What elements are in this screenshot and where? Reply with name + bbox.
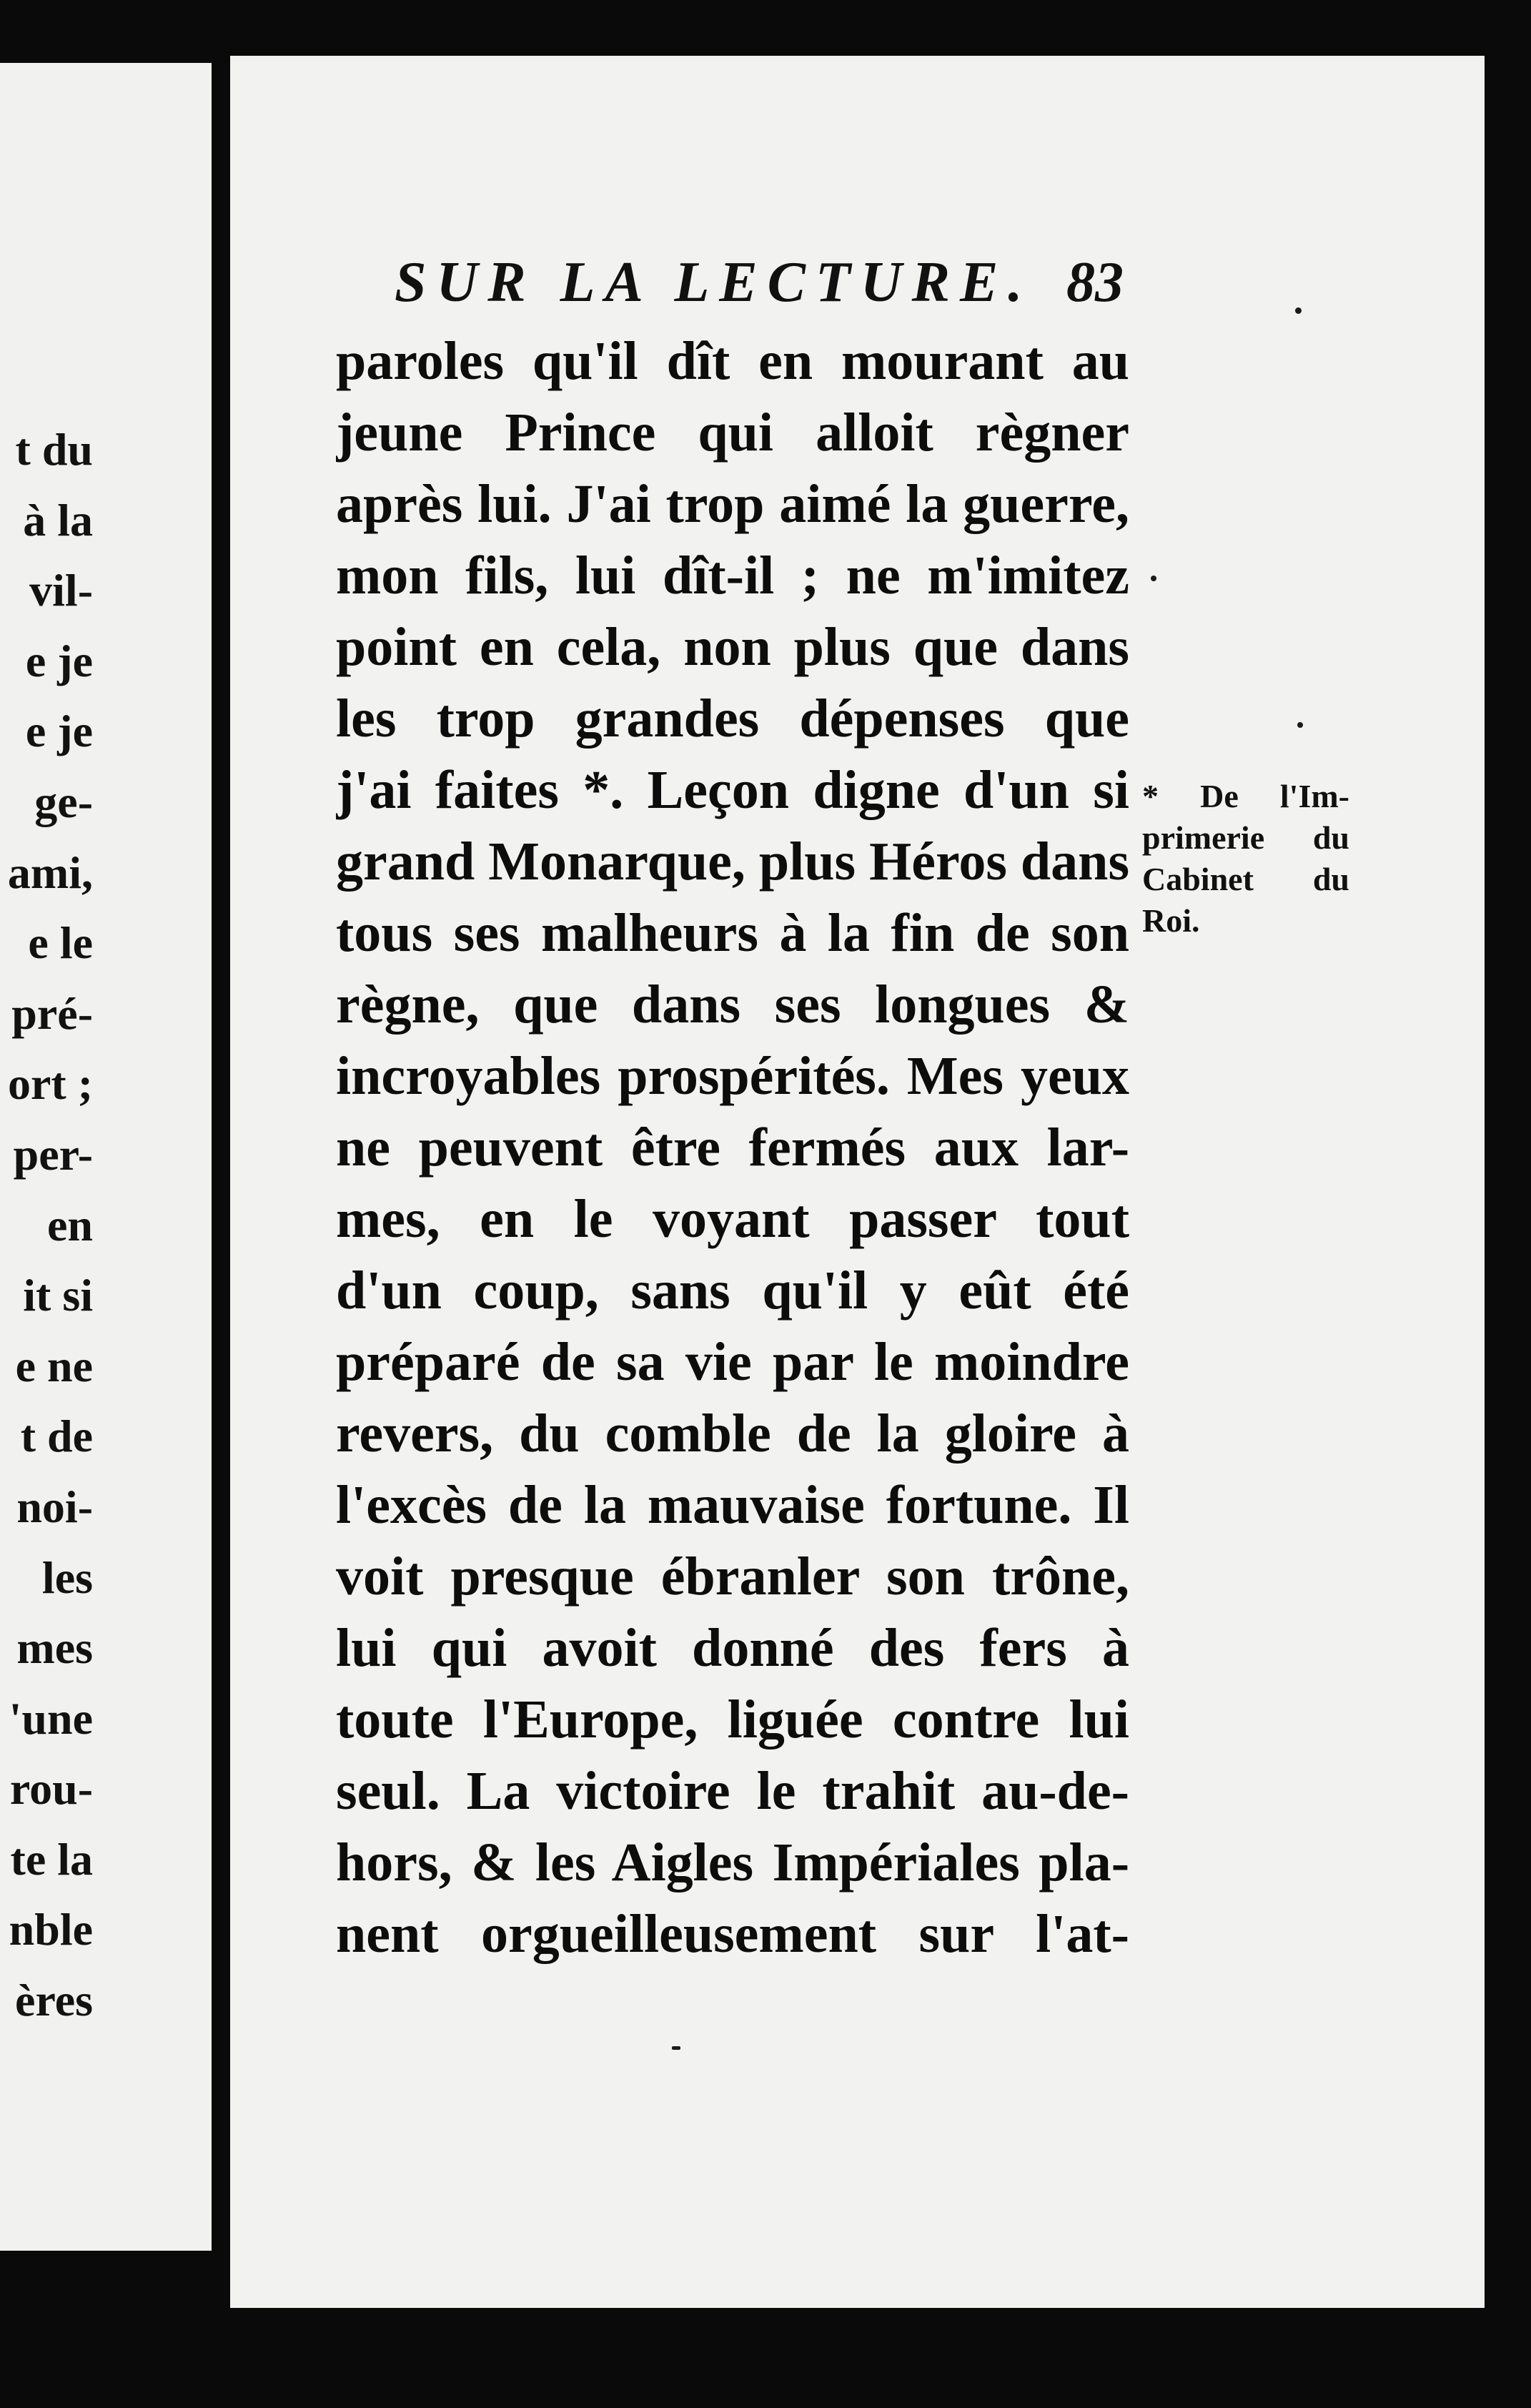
body-text: [336, 325, 1129, 1970]
left-line: ami,: [7, 847, 93, 898]
left-page-text: [0, 415, 93, 2036]
text-line: ne peuvent être fermés aux lar-: [336, 1117, 1129, 1178]
text-line: hors, & les Aigles Impériales pla-: [336, 1832, 1129, 1893]
left-line: t du: [15, 424, 93, 475]
marginal-note-line: * De l'Im-: [1142, 778, 1349, 814]
text-line: préparé de sa vie par le moindre: [336, 1332, 1129, 1392]
text-line: l'excès de la mauvaise fortune. Il: [336, 1475, 1129, 1535]
text-line: les trop grandes dépenses que: [336, 689, 1129, 749]
text-line: revers, du comble de la gloire à: [336, 1403, 1129, 1464]
text-line: j'ai faites *. Leçon digne d'un si: [336, 760, 1129, 820]
text-line: nent orgueilleusement sur l'at-: [336, 1904, 1129, 1964]
left-line: pré-: [11, 987, 93, 1039]
marginal-note: [1142, 776, 1349, 942]
left-line: ort ;: [7, 1058, 93, 1110]
text-line: règne, que dans ses longues &: [336, 974, 1129, 1035]
text-line: lui qui avoit donné des fers à: [336, 1618, 1129, 1678]
paper-speck: [1151, 576, 1156, 581]
text-line: jeune Prince qui alloit règner: [336, 403, 1129, 463]
left-line: à la: [23, 494, 93, 546]
left-line: t de: [20, 1411, 93, 1462]
left-line: per-: [13, 1128, 93, 1180]
left-line: it si: [23, 1270, 93, 1321]
text-line: incroyables prospérités. Mes yeux: [336, 1046, 1129, 1106]
left-line: 'une: [9, 1692, 93, 1744]
paper-speck: [1297, 722, 1303, 728]
running-head: [395, 250, 1124, 325]
left-line: ères: [15, 1975, 93, 2026]
text-line: d'un coup, sans qu'il y eût été: [336, 1260, 1129, 1321]
left-line: noi-: [16, 1481, 93, 1532]
left-line: vil-: [29, 565, 93, 616]
paper-speck: [672, 2046, 680, 2050]
left-line: nble: [9, 1904, 93, 1955]
marginal-note-line: Cabinet du: [1142, 861, 1349, 897]
left-line: e ne: [15, 1340, 93, 1391]
page-number: 83: [1066, 251, 1124, 314]
left-line: en: [47, 1199, 93, 1250]
marginal-note-line: Roi.: [1142, 902, 1200, 939]
left-line: e je: [25, 635, 93, 686]
left-line: e le: [28, 917, 93, 969]
left-page: [0, 63, 212, 2251]
text-line: paroles qu'il dît en mourant au: [336, 331, 1129, 391]
text-line: seul. La victoire le trahit au-de-: [336, 1761, 1129, 1821]
text-line: tous ses malheurs à la fin de son: [336, 903, 1129, 963]
text-line: voit presque ébranler son trône,: [336, 1546, 1129, 1607]
left-line: mes: [16, 1622, 93, 1674]
paper-speck: [1295, 307, 1302, 314]
marginal-note-line: primerie du: [1142, 819, 1349, 856]
left-line: rou-: [9, 1763, 93, 1815]
left-line: ge-: [34, 776, 93, 827]
left-line: e je: [25, 706, 93, 757]
text-line: point en cela, non plus que dans: [336, 617, 1129, 677]
text-line: toute l'Europe, liguée contre lui: [336, 1689, 1129, 1750]
left-line: te la: [10, 1833, 93, 1885]
text-line: après lui. J'ai trop aimé la guerre,: [336, 474, 1129, 534]
left-line: les: [41, 1551, 93, 1603]
text-line: mes, en le voyant passer tout: [336, 1189, 1129, 1249]
text-line: mon fils, lui dît-il ; ne m'imitez: [336, 546, 1129, 606]
text-line: grand Monarque, plus Héros dans: [336, 832, 1129, 892]
running-head-title: SUR LA LECTURE.: [395, 251, 1033, 314]
